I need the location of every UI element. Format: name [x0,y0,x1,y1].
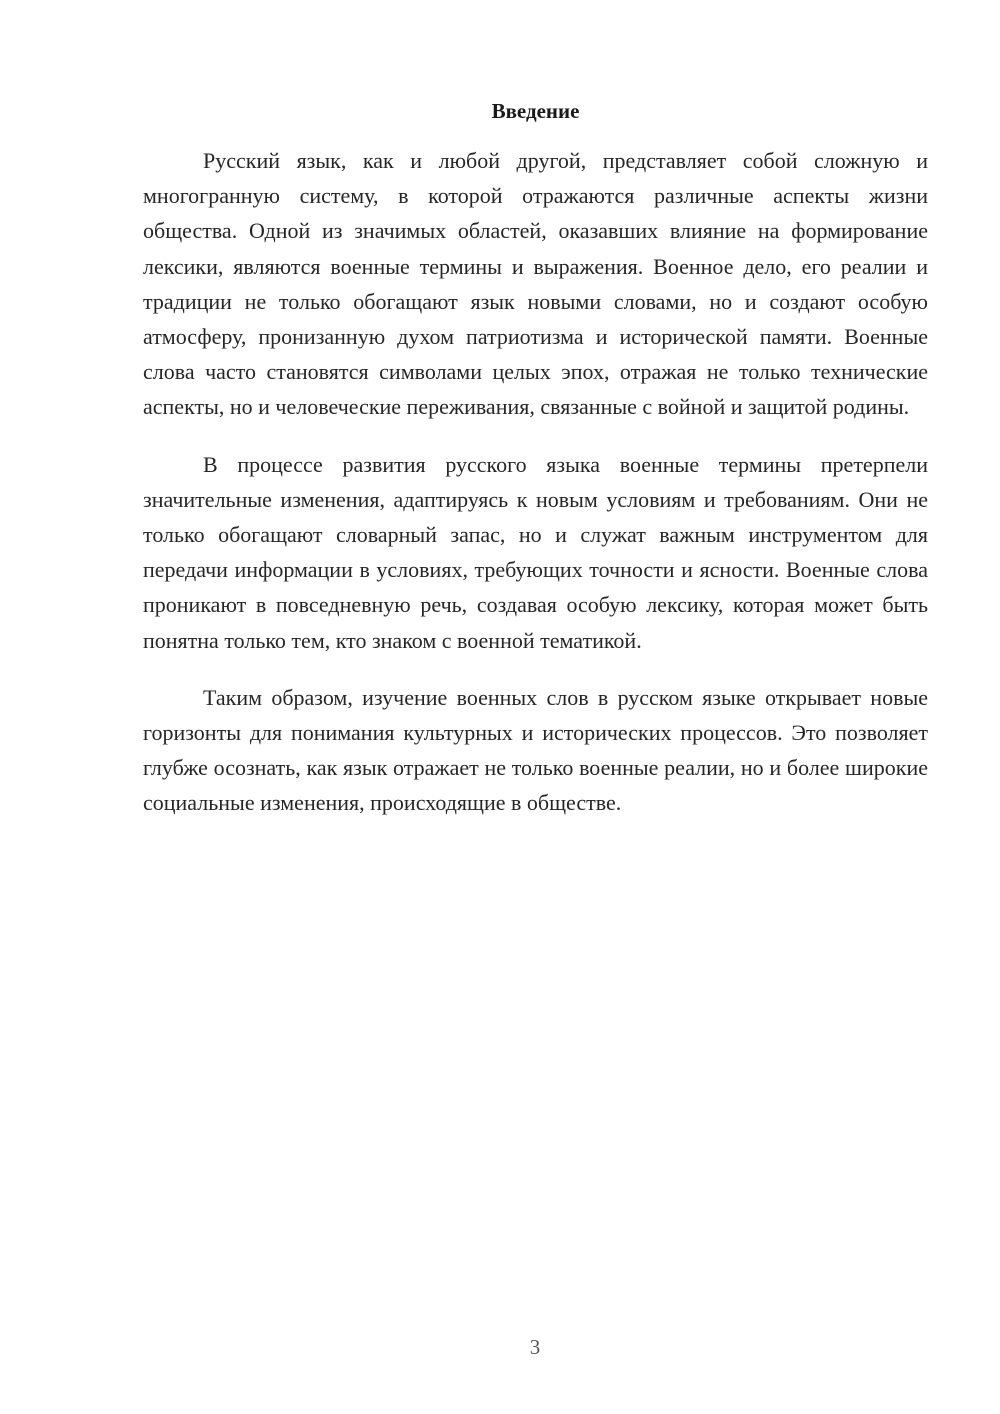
section-heading: Введение [491,99,580,123]
paragraph-3: Таким образом, изучение военных слов в русском языке открывает новые горизонты для понимания культурных и исторических процессов. Это позволяет глубже осознать, как язык отражает не только военные реалии, но и более широкие социальные изменения, происходящие в обществе. [143,684,928,816]
body-text [143,143,928,843]
paragraph-2: В процессе развития русского языка военные термины претерпели значительные изменения, адаптируясь к новым условиям и требованиям. Они не только обогащают словарный запас, но и служат важным инструментом для передачи информации в условиях, требующих точности и ясности. Военные слова проникают в повседневную речь, создавая особую лексику, которая может быть понятна только тем, кто знаком с военной тематикой. [143,451,928,653]
page-number: 3 [529,1335,541,1359]
paragraph-1: Русский язык, как и любой другой, представляет собой сложную и многогранную систему, в которой отражаются различные аспекты жизни общества. Одной из значимых областей, оказавших влияние на формирование лексики, являются военные термины и выражения. Военное дело, его реалии и традиции не только обогащают язык новыми словами, но и создают особую атмосферу, пронизанную духом патриотизма и исторической памяти. Военные слова часто становятся символами целых эпох, отражая не только технические аспекты, но и человеческие переживания, связанные с войной и защитой родины. [143,148,928,420]
